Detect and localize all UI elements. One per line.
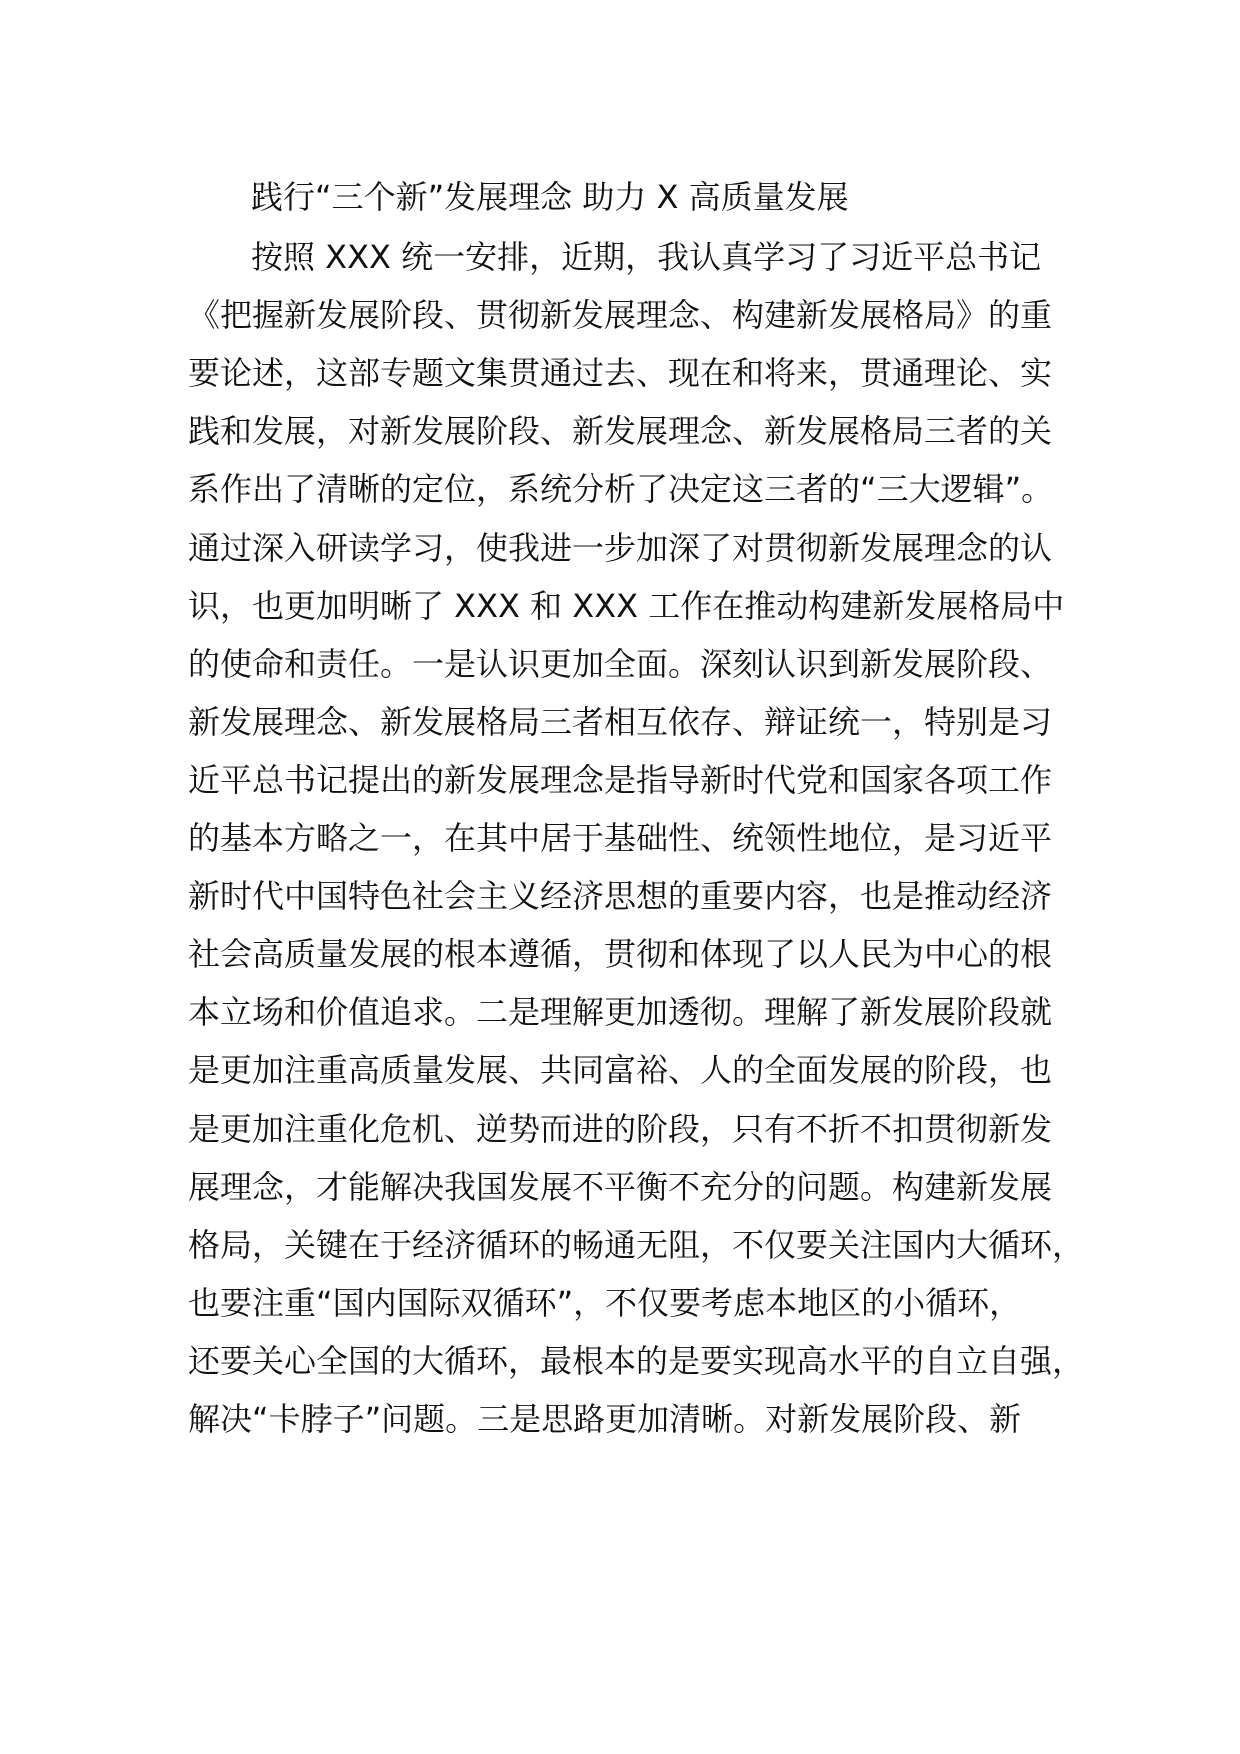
- body-line: 要论述，这部专题文集贯通过去、现在和将来，贯通理论、实: [188, 354, 1053, 392]
- body-line: 通过深入研读学习，使我进一步加深了对贯彻新发展理念的认: [188, 529, 1053, 567]
- body-line: 也要注重“国内国际双循环”，不仅要考虑本地区的小循环，: [188, 1284, 1022, 1322]
- body-line: 新时代中国特色社会主义经济思想的重要内容，也是推动经济: [188, 877, 1053, 915]
- body-line: 是更加注重化危机、逆势而进的阶段，只有不折不扣贯彻新发: [188, 1110, 1053, 1148]
- body-line: 还要关心全国的大循环，最根本的是要实现高水平的自立自强，: [188, 1342, 1085, 1380]
- body-line: 《把握新发展阶段、贯彻新发展理念、构建新发展格局》的重: [188, 296, 1053, 334]
- body-line: 社会高质量发展的根本遵循，贯彻和体现了以人民为中心的根: [188, 935, 1053, 973]
- body-line: 格局，关键在于经济循环的畅通无阻，不仅要关注国内大循环，: [188, 1226, 1085, 1264]
- body-line: 的使命和责任。一是认识更加全面。深刻认识到新发展阶段、: [188, 645, 1053, 683]
- body-line: 是更加注重高质量发展、共同富裕、人的全面发展的阶段，也: [188, 1051, 1053, 1089]
- body-line: 践和发展，对新发展阶段、新发展理念、新发展格局三者的关: [188, 412, 1053, 450]
- body-line: 近平总书记提出的新发展理念是指导新时代党和国家各项工作: [188, 761, 1053, 799]
- body-line: 展理念，才能解决我国发展不平衡不充分的问题。构建新发展: [188, 1168, 1053, 1206]
- body-line: 本立场和价值追求。二是理解更加透彻。理解了新发展阶段就: [188, 993, 1053, 1031]
- body-line: 的基本方略之一，在其中居于基础性、统领性地位，是习近平: [188, 819, 1053, 857]
- body-line: 识，也更加明晰了 XXX 和 XXX 工作在推动构建新发展格局中: [188, 587, 1065, 625]
- body-line: 按照 XXX 统一安排，近期，我认真学习了习近平总书记: [251, 238, 1042, 276]
- body-line: 新发展理念、新发展格局三者相互依存、辩证统一，特别是习: [188, 703, 1053, 741]
- body-line: 系作出了清晰的定位，系统分析了决定这三者的“三大逻辑”。: [188, 470, 1054, 508]
- document-title: 践行“三个新”发展理念 助力 X 高质量发展: [251, 178, 849, 216]
- body-line: 解决“卡脖子”问题。三是思路更加清晰。对新发展阶段、新: [188, 1400, 1022, 1438]
